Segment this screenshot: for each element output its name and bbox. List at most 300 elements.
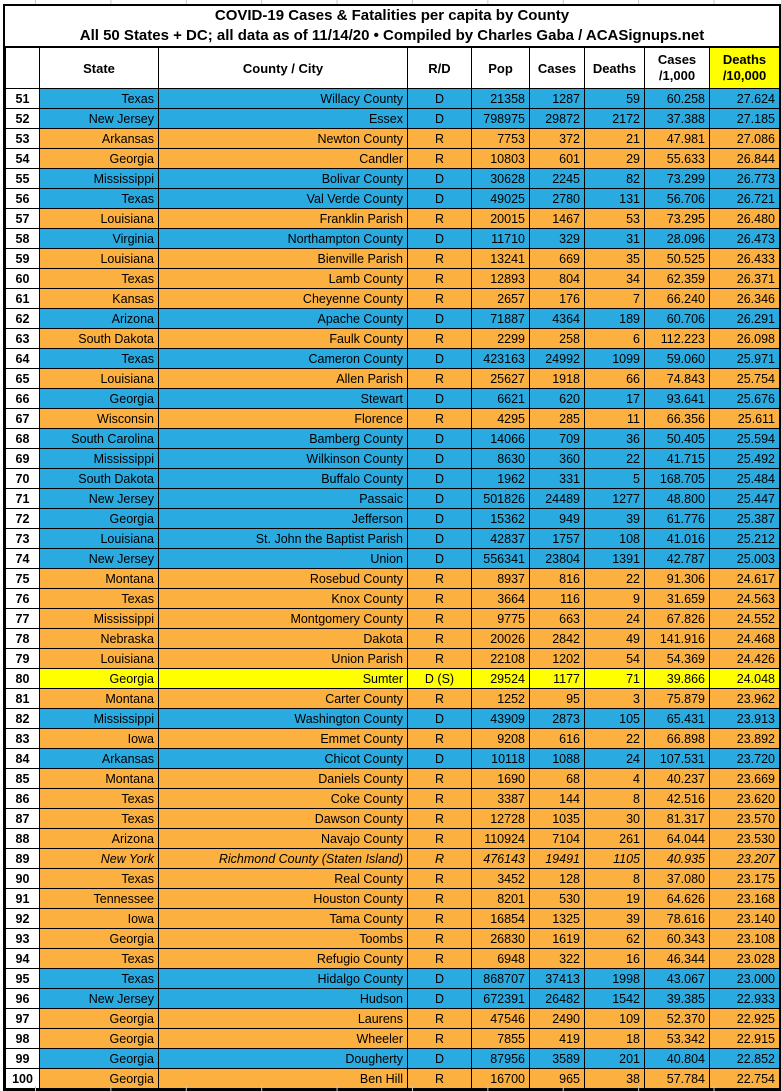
cell-county[interactable]: Jefferson [159, 509, 408, 529]
cell-cases-per-1000[interactable]: 42.516 [645, 789, 710, 809]
cell-deaths-per-10000[interactable]: 23.108 [710, 929, 780, 949]
cell-deaths[interactable]: 3 [585, 689, 645, 709]
cell-deaths[interactable]: 8 [585, 869, 645, 889]
cell-pop[interactable]: 8630 [472, 449, 530, 469]
cell-deaths[interactable]: 22 [585, 569, 645, 589]
cell-cases-per-1000[interactable]: 74.843 [645, 369, 710, 389]
cell-rank[interactable]: 91 [6, 889, 40, 909]
cell-rd[interactable]: R [408, 689, 472, 709]
cell-state[interactable]: Georgia [40, 1029, 159, 1049]
cell-cases[interactable]: 322 [530, 949, 585, 969]
cell-deaths[interactable]: 49 [585, 629, 645, 649]
cell-deaths[interactable]: 108 [585, 529, 645, 549]
cell-rank[interactable]: 66 [6, 389, 40, 409]
cell-rank[interactable]: 94 [6, 949, 40, 969]
cell-cases-per-1000[interactable]: 59.060 [645, 349, 710, 369]
cell-cases[interactable]: 1918 [530, 369, 585, 389]
cell-rank[interactable]: 57 [6, 209, 40, 229]
cell-deaths[interactable]: 66 [585, 369, 645, 389]
cell-rank[interactable]: 59 [6, 249, 40, 269]
cell-county[interactable]: Rosebud County [159, 569, 408, 589]
cell-rd[interactable]: D [408, 709, 472, 729]
cell-cases-per-1000[interactable]: 41.715 [645, 449, 710, 469]
cell-deaths-per-10000[interactable]: 23.892 [710, 729, 780, 749]
cell-county[interactable]: Bienville Parish [159, 249, 408, 269]
cell-state[interactable]: Iowa [40, 909, 159, 929]
cell-deaths-per-10000[interactable]: 26.291 [710, 309, 780, 329]
col-header-county[interactable]: County / City [159, 48, 408, 89]
cell-county[interactable]: Cameron County [159, 349, 408, 369]
cell-county[interactable]: Dakota [159, 629, 408, 649]
cell-deaths[interactable]: 59 [585, 89, 645, 109]
cell-pop[interactable]: 12893 [472, 269, 530, 289]
cell-pop[interactable]: 13241 [472, 249, 530, 269]
cell-rd[interactable]: R [408, 1069, 472, 1089]
cell-cases-per-1000[interactable]: 39.385 [645, 989, 710, 1009]
cell-cases-per-1000[interactable]: 64.044 [645, 829, 710, 849]
cell-deaths-per-10000[interactable]: 25.003 [710, 549, 780, 569]
cell-cases-per-1000[interactable]: 93.641 [645, 389, 710, 409]
cell-rank[interactable]: 64 [6, 349, 40, 369]
cell-pop[interactable]: 47546 [472, 1009, 530, 1029]
cell-deaths[interactable]: 39 [585, 509, 645, 529]
cell-rank[interactable]: 52 [6, 109, 40, 129]
cell-pop[interactable]: 110924 [472, 829, 530, 849]
cell-deaths-per-10000[interactable]: 23.720 [710, 749, 780, 769]
cell-cases-per-1000[interactable]: 47.981 [645, 129, 710, 149]
cell-cases-per-1000[interactable]: 52.370 [645, 1009, 710, 1029]
cell-rd[interactable]: R [408, 369, 472, 389]
cell-deaths[interactable]: 261 [585, 829, 645, 849]
cell-cases[interactable]: 965 [530, 1069, 585, 1089]
cell-cases-per-1000[interactable]: 60.706 [645, 309, 710, 329]
cell-cases-per-1000[interactable]: 67.826 [645, 609, 710, 629]
cell-deaths-per-10000[interactable]: 25.754 [710, 369, 780, 389]
cell-deaths-per-10000[interactable]: 23.962 [710, 689, 780, 709]
cell-deaths-per-10000[interactable]: 25.484 [710, 469, 780, 489]
cell-rank[interactable]: 83 [6, 729, 40, 749]
cell-state[interactable]: Georgia [40, 389, 159, 409]
cell-county[interactable]: Dawson County [159, 809, 408, 829]
cell-rd[interactable]: R [408, 849, 472, 869]
cell-deaths-per-10000[interactable]: 23.669 [710, 769, 780, 789]
cell-pop[interactable]: 3387 [472, 789, 530, 809]
cell-deaths[interactable]: 18 [585, 1029, 645, 1049]
cell-cases-per-1000[interactable]: 112.223 [645, 329, 710, 349]
cell-county[interactable]: Faulk County [159, 329, 408, 349]
cell-cases[interactable]: 144 [530, 789, 585, 809]
cell-county[interactable]: Bolivar County [159, 169, 408, 189]
cell-rank[interactable]: 72 [6, 509, 40, 529]
cell-rank[interactable]: 82 [6, 709, 40, 729]
cell-deaths[interactable]: 7 [585, 289, 645, 309]
cell-rd[interactable]: D [408, 509, 472, 529]
cell-pop[interactable]: 10118 [472, 749, 530, 769]
cell-cases-per-1000[interactable]: 42.787 [645, 549, 710, 569]
cell-cases[interactable]: 949 [530, 509, 585, 529]
cell-cases[interactable]: 419 [530, 1029, 585, 1049]
cell-county[interactable]: Northampton County [159, 229, 408, 249]
cell-rd[interactable]: D [408, 749, 472, 769]
cell-rd[interactable]: D [408, 389, 472, 409]
cell-state[interactable]: Texas [40, 349, 159, 369]
cell-pop[interactable]: 501826 [472, 489, 530, 509]
cell-cases-per-1000[interactable]: 54.369 [645, 649, 710, 669]
cell-deaths[interactable]: 24 [585, 749, 645, 769]
cell-state[interactable]: Nebraska [40, 629, 159, 649]
cell-deaths[interactable]: 6 [585, 329, 645, 349]
cell-county[interactable]: Richmond County (Staten Island) [159, 849, 408, 869]
cell-rd[interactable]: R [408, 809, 472, 829]
cell-deaths-per-10000[interactable]: 22.915 [710, 1029, 780, 1049]
cell-cases[interactable]: 24992 [530, 349, 585, 369]
cell-deaths[interactable]: 62 [585, 929, 645, 949]
cell-rank[interactable]: 93 [6, 929, 40, 949]
cell-cases[interactable]: 616 [530, 729, 585, 749]
cell-pop[interactable]: 20026 [472, 629, 530, 649]
cell-rd[interactable]: R [408, 789, 472, 809]
cell-pop[interactable]: 798975 [472, 109, 530, 129]
cell-rank[interactable]: 100 [6, 1069, 40, 1089]
cell-state[interactable]: Texas [40, 89, 159, 109]
cell-cases-per-1000[interactable]: 61.776 [645, 509, 710, 529]
cell-deaths-per-10000[interactable]: 23.140 [710, 909, 780, 929]
cell-rd[interactable]: R [408, 909, 472, 929]
cell-rank[interactable]: 84 [6, 749, 40, 769]
cell-county[interactable]: Ben Hill [159, 1069, 408, 1089]
cell-cases-per-1000[interactable]: 168.705 [645, 469, 710, 489]
cell-cases[interactable]: 7104 [530, 829, 585, 849]
cell-deaths[interactable]: 1998 [585, 969, 645, 989]
cell-state[interactable]: Texas [40, 809, 159, 829]
cell-cases-per-1000[interactable]: 40.804 [645, 1049, 710, 1069]
cell-rd[interactable]: R [408, 829, 472, 849]
cell-deaths[interactable]: 24 [585, 609, 645, 629]
cell-cases-per-1000[interactable]: 66.898 [645, 729, 710, 749]
cell-rank[interactable]: 54 [6, 149, 40, 169]
cell-state[interactable]: Texas [40, 269, 159, 289]
cell-cases[interactable]: 329 [530, 229, 585, 249]
cell-deaths-per-10000[interactable]: 25.387 [710, 509, 780, 529]
cell-pop[interactable]: 1962 [472, 469, 530, 489]
cell-rd[interactable]: D [408, 969, 472, 989]
cell-pop[interactable]: 3452 [472, 869, 530, 889]
cell-rank[interactable]: 65 [6, 369, 40, 389]
cell-cases[interactable]: 29872 [530, 109, 585, 129]
cell-deaths-per-10000[interactable]: 25.594 [710, 429, 780, 449]
cell-county[interactable]: Sumter [159, 669, 408, 689]
cell-county[interactable]: Willacy County [159, 89, 408, 109]
cell-rd[interactable]: D [408, 529, 472, 549]
cell-pop[interactable]: 1690 [472, 769, 530, 789]
cell-deaths[interactable]: 53 [585, 209, 645, 229]
cell-deaths-per-10000[interactable]: 23.168 [710, 889, 780, 909]
cell-rd[interactable]: R [408, 949, 472, 969]
cell-rd[interactable]: R [408, 329, 472, 349]
cell-rd[interactable]: D [408, 1049, 472, 1069]
cell-deaths-per-10000[interactable]: 27.086 [710, 129, 780, 149]
cell-rd[interactable]: D [408, 449, 472, 469]
cell-rank[interactable]: 90 [6, 869, 40, 889]
cell-rank[interactable]: 56 [6, 189, 40, 209]
cell-cases[interactable]: 26482 [530, 989, 585, 1009]
cell-cases[interactable]: 1035 [530, 809, 585, 829]
cell-county[interactable]: Passaic [159, 489, 408, 509]
cell-pop[interactable]: 3664 [472, 589, 530, 609]
cell-deaths[interactable]: 30 [585, 809, 645, 829]
cell-rd[interactable]: R [408, 649, 472, 669]
cell-cases[interactable]: 4364 [530, 309, 585, 329]
cell-county[interactable]: Apache County [159, 309, 408, 329]
cell-cases[interactable]: 95 [530, 689, 585, 709]
cell-deaths[interactable]: 1391 [585, 549, 645, 569]
cell-county[interactable]: Navajo County [159, 829, 408, 849]
cell-pop[interactable]: 8201 [472, 889, 530, 909]
cell-cases-per-1000[interactable]: 107.531 [645, 749, 710, 769]
cell-pop[interactable]: 30628 [472, 169, 530, 189]
cell-pop[interactable]: 42837 [472, 529, 530, 549]
cell-state[interactable]: Georgia [40, 509, 159, 529]
cell-deaths[interactable]: 82 [585, 169, 645, 189]
cell-cases[interactable]: 601 [530, 149, 585, 169]
cell-rank[interactable]: 62 [6, 309, 40, 329]
cell-cases-per-1000[interactable]: 73.295 [645, 209, 710, 229]
cell-county[interactable]: Toombs [159, 929, 408, 949]
cell-rd[interactable]: D [408, 109, 472, 129]
cell-state[interactable]: Texas [40, 189, 159, 209]
cell-deaths[interactable]: 4 [585, 769, 645, 789]
cell-deaths-per-10000[interactable]: 26.844 [710, 149, 780, 169]
cell-cases[interactable]: 68 [530, 769, 585, 789]
cell-deaths[interactable]: 5 [585, 469, 645, 489]
cell-deaths[interactable]: 105 [585, 709, 645, 729]
cell-deaths-per-10000[interactable]: 27.185 [710, 109, 780, 129]
cell-cases-per-1000[interactable]: 78.616 [645, 909, 710, 929]
cell-rank[interactable]: 92 [6, 909, 40, 929]
cell-deaths[interactable]: 17 [585, 389, 645, 409]
col-header-deaths[interactable]: Deaths [585, 48, 645, 89]
cell-pop[interactable]: 423163 [472, 349, 530, 369]
cell-rd[interactable]: R [408, 269, 472, 289]
cell-cases[interactable]: 2490 [530, 1009, 585, 1029]
cell-rank[interactable]: 85 [6, 769, 40, 789]
cell-cases-per-1000[interactable]: 40.237 [645, 769, 710, 789]
cell-deaths[interactable]: 2172 [585, 109, 645, 129]
cell-rd[interactable]: D [408, 169, 472, 189]
cell-rd[interactable]: R [408, 729, 472, 749]
cell-rd[interactable]: D [408, 89, 472, 109]
cell-state[interactable]: Texas [40, 949, 159, 969]
cell-county[interactable]: Lamb County [159, 269, 408, 289]
cell-deaths-per-10000[interactable]: 26.371 [710, 269, 780, 289]
cell-state[interactable]: Mississippi [40, 169, 159, 189]
cell-cases[interactable]: 816 [530, 569, 585, 589]
cell-state[interactable]: Montana [40, 689, 159, 709]
cell-deaths-per-10000[interactable]: 25.611 [710, 409, 780, 429]
cell-cases[interactable]: 331 [530, 469, 585, 489]
cell-state[interactable]: Texas [40, 869, 159, 889]
cell-rank[interactable]: 69 [6, 449, 40, 469]
cell-cases[interactable]: 2780 [530, 189, 585, 209]
col-header-deaths-per-10000[interactable] [710, 48, 780, 89]
cell-pop[interactable]: 868707 [472, 969, 530, 989]
cell-cases-per-1000[interactable]: 56.706 [645, 189, 710, 209]
cell-cases[interactable]: 663 [530, 609, 585, 629]
cell-deaths-per-10000[interactable]: 24.552 [710, 609, 780, 629]
cell-cases[interactable]: 2842 [530, 629, 585, 649]
cell-state[interactable]: New Jersey [40, 109, 159, 129]
cell-cases-per-1000[interactable]: 28.096 [645, 229, 710, 249]
cell-state[interactable]: Arizona [40, 309, 159, 329]
cell-rd[interactable]: R [408, 929, 472, 949]
cell-rank[interactable]: 55 [6, 169, 40, 189]
col-header-rank[interactable] [6, 48, 40, 89]
cell-state[interactable]: Arkansas [40, 749, 159, 769]
cell-deaths[interactable]: 131 [585, 189, 645, 209]
cell-rd[interactable]: D [408, 349, 472, 369]
cell-deaths-per-10000[interactable]: 23.175 [710, 869, 780, 889]
cell-county[interactable]: Wilkinson County [159, 449, 408, 469]
cell-cases[interactable]: 23804 [530, 549, 585, 569]
cell-deaths[interactable]: 9 [585, 589, 645, 609]
cell-deaths-per-10000[interactable]: 24.563 [710, 589, 780, 609]
cell-rd[interactable]: R [408, 409, 472, 429]
cell-pop[interactable]: 21358 [472, 89, 530, 109]
cell-cases-per-1000[interactable]: 141.916 [645, 629, 710, 649]
col-header-state[interactable]: State [40, 48, 159, 89]
cell-cases[interactable]: 258 [530, 329, 585, 349]
cell-state[interactable]: Mississippi [40, 609, 159, 629]
cell-cases[interactable]: 1177 [530, 669, 585, 689]
cell-rd[interactable]: R [408, 1009, 472, 1029]
cell-cases[interactable]: 37413 [530, 969, 585, 989]
cell-rd[interactable]: R [408, 589, 472, 609]
cell-county[interactable]: Union [159, 549, 408, 569]
cell-state[interactable]: Texas [40, 789, 159, 809]
cell-county[interactable]: Real County [159, 869, 408, 889]
cell-rank[interactable]: 71 [6, 489, 40, 509]
cell-cases[interactable]: 2245 [530, 169, 585, 189]
cell-deaths[interactable]: 8 [585, 789, 645, 809]
cell-pop[interactable]: 10803 [472, 149, 530, 169]
cell-deaths[interactable]: 1277 [585, 489, 645, 509]
cell-cases[interactable]: 3589 [530, 1049, 585, 1069]
cell-rd[interactable]: R [408, 249, 472, 269]
cell-state[interactable]: Georgia [40, 1049, 159, 1069]
cell-county[interactable]: Knox County [159, 589, 408, 609]
cell-cases[interactable]: 1467 [530, 209, 585, 229]
cell-state[interactable]: Louisiana [40, 249, 159, 269]
cell-state[interactable]: Kansas [40, 289, 159, 309]
cell-rd[interactable]: D (S) [408, 669, 472, 689]
cell-county[interactable]: Cheyenne County [159, 289, 408, 309]
cell-pop[interactable]: 12728 [472, 809, 530, 829]
cell-rd[interactable]: D [408, 989, 472, 1009]
cell-rank[interactable]: 53 [6, 129, 40, 149]
cell-deaths-per-10000[interactable]: 26.433 [710, 249, 780, 269]
cell-county[interactable]: Buffalo County [159, 469, 408, 489]
cell-state[interactable]: Georgia [40, 1069, 159, 1089]
cell-rd[interactable]: R [408, 129, 472, 149]
cell-pop[interactable]: 16700 [472, 1069, 530, 1089]
cell-rank[interactable]: 61 [6, 289, 40, 309]
cell-deaths[interactable]: 19 [585, 889, 645, 909]
cell-cases-per-1000[interactable]: 50.405 [645, 429, 710, 449]
cell-cases[interactable]: 709 [530, 429, 585, 449]
cell-cases[interactable]: 372 [530, 129, 585, 149]
cell-state[interactable]: Louisiana [40, 209, 159, 229]
cell-deaths[interactable]: 1542 [585, 989, 645, 1009]
cell-rd[interactable]: D [408, 469, 472, 489]
cell-deaths-per-10000[interactable]: 23.028 [710, 949, 780, 969]
cell-pop[interactable]: 9775 [472, 609, 530, 629]
cell-deaths[interactable]: 54 [585, 649, 645, 669]
cell-deaths[interactable]: 34 [585, 269, 645, 289]
cell-county[interactable]: Franklin Parish [159, 209, 408, 229]
cell-deaths-per-10000[interactable]: 26.721 [710, 189, 780, 209]
cell-cases-per-1000[interactable]: 40.935 [645, 849, 710, 869]
cell-rd[interactable]: R [408, 769, 472, 789]
cell-state[interactable]: Mississippi [40, 709, 159, 729]
cell-deaths[interactable]: 71 [585, 669, 645, 689]
cell-state[interactable]: New York [40, 849, 159, 869]
cell-deaths-per-10000[interactable]: 23.530 [710, 829, 780, 849]
cell-pop[interactable]: 476143 [472, 849, 530, 869]
col-header-rd[interactable]: R/D [408, 48, 472, 89]
cell-county[interactable]: Tama County [159, 909, 408, 929]
cell-state[interactable]: New Jersey [40, 549, 159, 569]
cell-cases[interactable]: 360 [530, 449, 585, 469]
cell-rd[interactable]: D [408, 309, 472, 329]
cell-cases-per-1000[interactable]: 37.388 [645, 109, 710, 129]
cell-deaths-per-10000[interactable]: 25.676 [710, 389, 780, 409]
cell-cases[interactable]: 116 [530, 589, 585, 609]
cell-deaths-per-10000[interactable]: 23.207 [710, 849, 780, 869]
cell-state[interactable]: New Jersey [40, 989, 159, 1009]
cell-county[interactable]: Washington County [159, 709, 408, 729]
cell-rd[interactable]: R [408, 1029, 472, 1049]
cell-county[interactable]: Hudson [159, 989, 408, 1009]
cell-pop[interactable]: 2299 [472, 329, 530, 349]
cell-state[interactable]: Georgia [40, 149, 159, 169]
cell-rd[interactable]: D [408, 549, 472, 569]
cell-deaths-per-10000[interactable]: 25.212 [710, 529, 780, 549]
cell-rank[interactable]: 60 [6, 269, 40, 289]
cell-cases[interactable]: 176 [530, 289, 585, 309]
col-header-cases[interactable]: Cases [530, 48, 585, 89]
cell-rank[interactable]: 68 [6, 429, 40, 449]
cell-cases-per-1000[interactable]: 31.659 [645, 589, 710, 609]
cell-pop[interactable]: 9208 [472, 729, 530, 749]
cell-state[interactable]: Georgia [40, 1009, 159, 1029]
cell-county[interactable]: St. John the Baptist Parish [159, 529, 408, 549]
cell-deaths[interactable]: 22 [585, 449, 645, 469]
cell-cases[interactable]: 620 [530, 389, 585, 409]
cell-state[interactable]: Tennessee [40, 889, 159, 909]
cell-cases[interactable]: 669 [530, 249, 585, 269]
cell-rank[interactable]: 58 [6, 229, 40, 249]
cell-rank[interactable]: 70 [6, 469, 40, 489]
cell-cases-per-1000[interactable]: 55.633 [645, 149, 710, 169]
cell-county[interactable]: Houston County [159, 889, 408, 909]
cell-rank[interactable]: 80 [6, 669, 40, 689]
cell-deaths-per-10000[interactable]: 22.925 [710, 1009, 780, 1029]
cell-cases[interactable]: 1325 [530, 909, 585, 929]
cell-pop[interactable]: 25627 [472, 369, 530, 389]
cell-rank[interactable]: 88 [6, 829, 40, 849]
cell-rank[interactable]: 79 [6, 649, 40, 669]
cell-deaths[interactable]: 35 [585, 249, 645, 269]
